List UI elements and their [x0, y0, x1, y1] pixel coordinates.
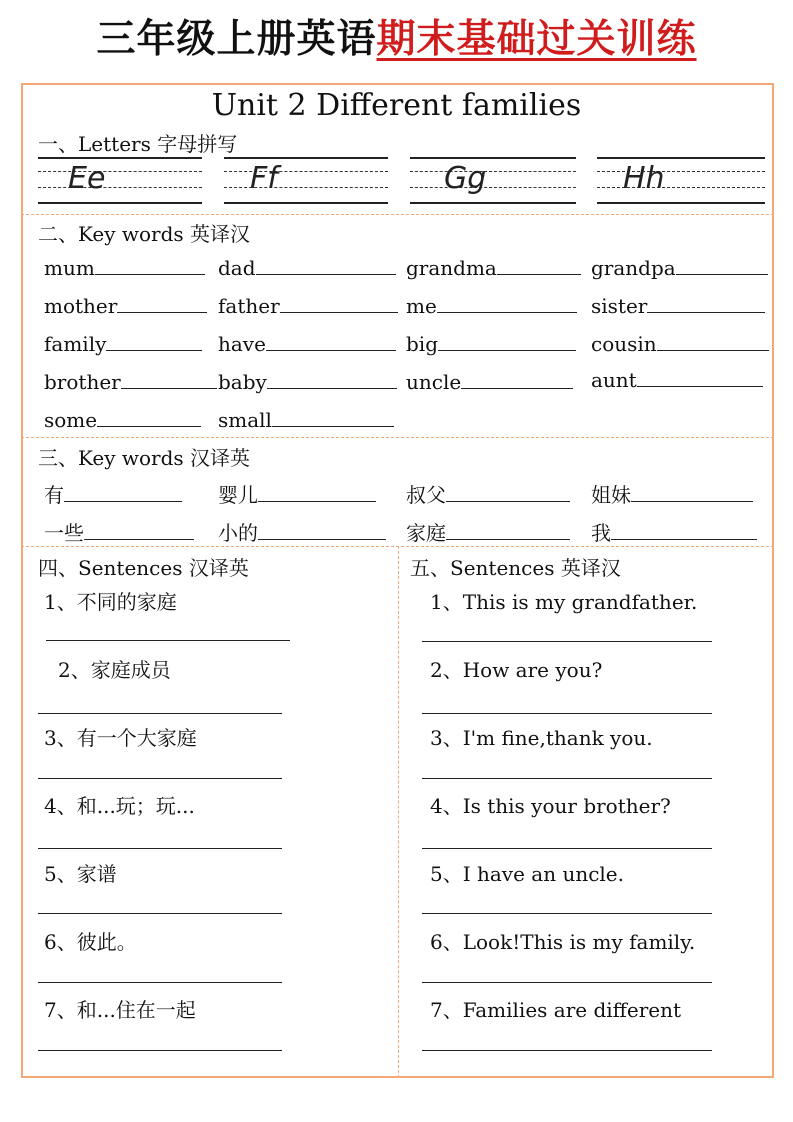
word-item: grandma	[406, 256, 581, 280]
sentence-item: 7、Families are different	[430, 998, 682, 1022]
answer-line	[38, 913, 282, 914]
sentence-item: 7、和...住在一起	[44, 998, 196, 1022]
word-item: big	[406, 332, 576, 356]
divider	[21, 214, 774, 215]
sentence-item: 4、和...玩；玩...	[44, 794, 195, 818]
sentence-item: 5、I have an uncle.	[430, 862, 624, 886]
answer-line	[422, 913, 712, 914]
unit-title: Unit 2 Different families	[211, 88, 582, 123]
word-item: me	[406, 294, 577, 318]
letter-pair: Ff	[250, 161, 278, 196]
divider	[21, 437, 774, 438]
word-item: some	[44, 408, 201, 432]
word-item: dad	[218, 256, 396, 280]
answer-line	[422, 778, 712, 779]
word-item: 家庭	[406, 517, 570, 546]
answer-line	[46, 640, 290, 641]
word-item: 小的	[218, 517, 386, 546]
letter-pair: Hh	[623, 161, 665, 196]
word-item: 我	[591, 517, 757, 546]
word-item: aunt	[591, 368, 763, 392]
word-item: grandpa	[591, 256, 768, 280]
word-item: father	[218, 294, 398, 318]
answer-line	[422, 982, 712, 983]
answer-line	[38, 778, 282, 779]
word-item: 婴儿	[218, 479, 376, 508]
sentence-item: 3、I'm fine,thank you.	[430, 726, 653, 750]
sentence-item: 5、家谱	[44, 862, 117, 886]
answer-line	[38, 848, 282, 849]
handwriting-lines	[224, 157, 388, 205]
sentence-item: 3、有一个大家庭	[44, 726, 197, 750]
handwriting-lines	[410, 157, 576, 205]
sentence-item: 1、不同的家庭	[44, 590, 177, 614]
word-item: mum	[44, 256, 205, 280]
letters-heading: 一、Letters 字母拼写	[38, 132, 238, 156]
answer-line	[422, 1050, 712, 1051]
word-item: 一些	[44, 517, 194, 546]
header-title-red: 期末基础过关训练	[376, 17, 697, 62]
handwriting-lines	[597, 157, 765, 205]
sentence-item: 6、Look!This is my family.	[430, 930, 696, 954]
word-item: have	[218, 332, 396, 356]
letter-pair: Gg	[444, 161, 487, 196]
word-item: family	[44, 332, 202, 356]
sent-cn-en-heading: 四、Sentences 汉译英	[38, 556, 249, 580]
answer-line	[38, 1050, 282, 1051]
word-item: 叔父	[406, 479, 570, 508]
header-title-black: 三年级上册英语	[96, 17, 377, 62]
answer-line	[422, 713, 712, 714]
answer-line	[422, 641, 712, 642]
answer-line	[38, 713, 282, 714]
word-item: baby	[218, 370, 397, 394]
sent-en-cn-heading: 五、Sentences 英译汉	[410, 556, 621, 580]
sentence-item: 6、彼此。	[44, 930, 137, 954]
sentence-item: 1、This is my grandfather.	[430, 590, 698, 614]
word-item: 有	[44, 479, 182, 508]
cn-to-en-heading: 三、Key words 汉译英	[38, 446, 251, 470]
answer-line	[38, 982, 282, 983]
column-divider	[398, 546, 399, 1078]
word-item: uncle	[406, 370, 573, 394]
letter-pair: Ee	[68, 161, 106, 196]
word-item: mother	[44, 294, 207, 318]
sentence-item: 4、Is this your brother?	[430, 794, 671, 818]
en-to-cn-heading: 二、Key words 英译汉	[38, 222, 251, 246]
answer-line	[422, 848, 712, 849]
page-header	[0, 8, 793, 64]
word-item: sister	[591, 294, 765, 318]
sentence-item: 2、How are you?	[430, 658, 603, 682]
word-item: small	[218, 408, 394, 432]
handwriting-lines	[38, 157, 202, 205]
word-item: 姐妹	[591, 479, 753, 508]
word-item: brother	[44, 370, 217, 394]
word-item: cousin	[591, 332, 769, 356]
sentence-item: 2、家庭成员	[58, 658, 171, 682]
